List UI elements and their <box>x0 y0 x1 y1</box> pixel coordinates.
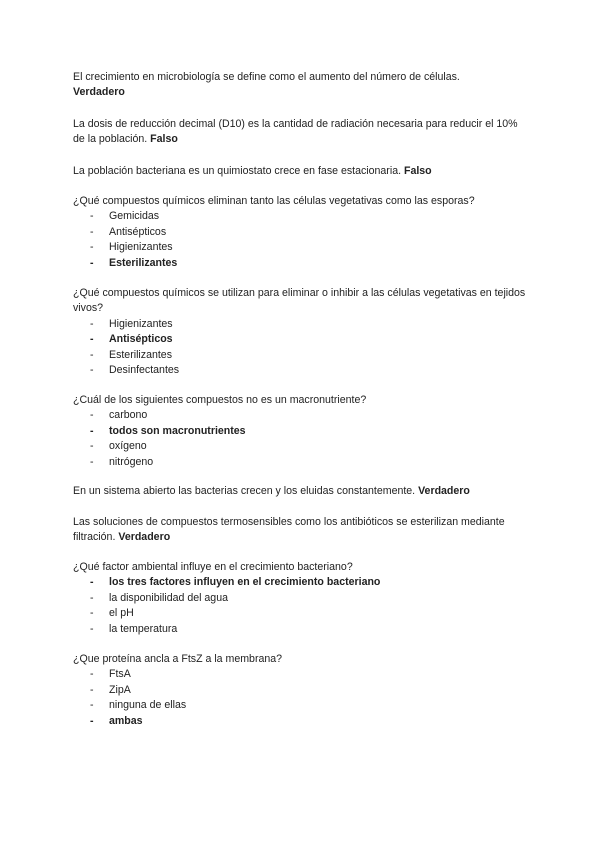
question-text: ¿Que proteína ancla a FtsZ a la membrana? <box>73 653 283 665</box>
statement-answer: Verdadero <box>418 485 470 497</box>
list-item: - la disponibilidad del agua <box>73 591 528 606</box>
bullet-dash: - <box>90 699 94 712</box>
list-item-correct: - todos son macronutrientes <box>73 424 528 439</box>
list-item: - ninguna de ellas <box>73 698 528 713</box>
question-9 <box>73 560 528 637</box>
statement-answer: Falso <box>150 133 178 146</box>
bullet-dash: - <box>90 455 94 468</box>
bullet-dash: - <box>90 317 94 330</box>
question-text: ¿Cuál de los siguientes compuestos no es un macronutriente? <box>73 394 367 406</box>
list-item: - nitrógeno <box>73 455 528 470</box>
bullet-dash: - <box>90 607 94 620</box>
question-text: ¿Qué compuestos químicos eliminan tanto las células vegetativas como las esporas? <box>73 195 475 207</box>
bullet-dash: - <box>90 225 94 238</box>
options-list <box>73 209 528 271</box>
bullet-dash: - <box>90 409 94 422</box>
list-item: - Higienizantes <box>73 240 528 255</box>
question-4 <box>73 194 528 271</box>
list-item: - el pH <box>73 606 528 621</box>
statement-text: La población bacteriana es un quimiostato crece en fase estacionaria. Falso <box>73 165 432 177</box>
statement-2 <box>73 117 528 148</box>
bullet-dash: - <box>90 622 94 635</box>
bullet-dash: - <box>90 576 94 589</box>
bullet-dash: - <box>90 714 94 727</box>
options-list <box>73 667 528 729</box>
statement-7 <box>73 484 528 499</box>
bullet-dash: - <box>90 210 94 223</box>
bullet-dash: - <box>90 683 94 696</box>
list-item: - oxígeno <box>73 439 528 454</box>
question-text: ¿Qué compuestos químicos se utilizan para eliminar o inhibir a las células vegetativas en tejidos vivos? <box>73 287 526 315</box>
statement-text: En un sistema abierto las bacterias crecen y los eluidas constantemente. Verdadero <box>73 485 470 497</box>
statement-text: Las soluciones de compuestos termosensibles como los antibióticos se esterilizan mediante filtración. Verdadero <box>73 516 505 544</box>
list-item-correct: - ambas <box>73 714 528 729</box>
list-item: - Esterilizantes <box>73 348 528 363</box>
bullet-dash: - <box>90 256 94 269</box>
options-list <box>73 317 528 379</box>
bullet-dash: - <box>90 591 94 604</box>
list-item-correct: - Esterilizantes <box>73 256 528 271</box>
question-10 <box>73 652 528 729</box>
list-item: - la temperatura <box>73 622 528 637</box>
list-item: - Antisépticos <box>73 225 528 240</box>
bullet-dash: - <box>90 440 94 453</box>
bullet-dash: - <box>90 668 94 681</box>
statement-answer: Verdadero <box>118 531 171 544</box>
question-5 <box>73 286 528 378</box>
bullet-dash: - <box>90 241 94 254</box>
bullet-dash: - <box>90 424 94 437</box>
statement-text: La dosis de reducción decimal (D10) es la cantidad de radiación necesaria para reducir el 10% de la población. Falso <box>73 118 518 146</box>
bullet-dash: - <box>90 348 94 361</box>
bullet-dash: - <box>90 333 94 346</box>
list-item-correct: - Antisépticos <box>73 332 528 347</box>
statement-answer: Falso <box>403 165 432 177</box>
list-item: - carbono <box>73 408 528 423</box>
statement-1 <box>73 70 528 101</box>
question-text: ¿Qué factor ambiental influye en el crecimiento bacteriano? <box>73 561 353 573</box>
statement-answer: Verdadero <box>73 86 125 99</box>
statement-3 <box>73 164 528 179</box>
list-item-correct: - los tres factores influyen en el crecimiento bacteriano <box>73 575 528 590</box>
list-item: - Desinfectantes <box>73 363 528 378</box>
statement-8 <box>73 515 528 546</box>
options-list <box>73 408 528 470</box>
list-item: - FtsA <box>73 667 528 682</box>
statement-text: El crecimiento en microbiología se define como el aumento del número de células. Verdadero <box>73 71 460 99</box>
bullet-dash: - <box>90 364 94 377</box>
list-item: - ZipA <box>73 683 528 698</box>
list-item: - Gemicidas <box>73 209 528 224</box>
question-6 <box>73 393 528 470</box>
list-item: - Higienizantes <box>73 317 528 332</box>
options-list <box>73 575 528 637</box>
